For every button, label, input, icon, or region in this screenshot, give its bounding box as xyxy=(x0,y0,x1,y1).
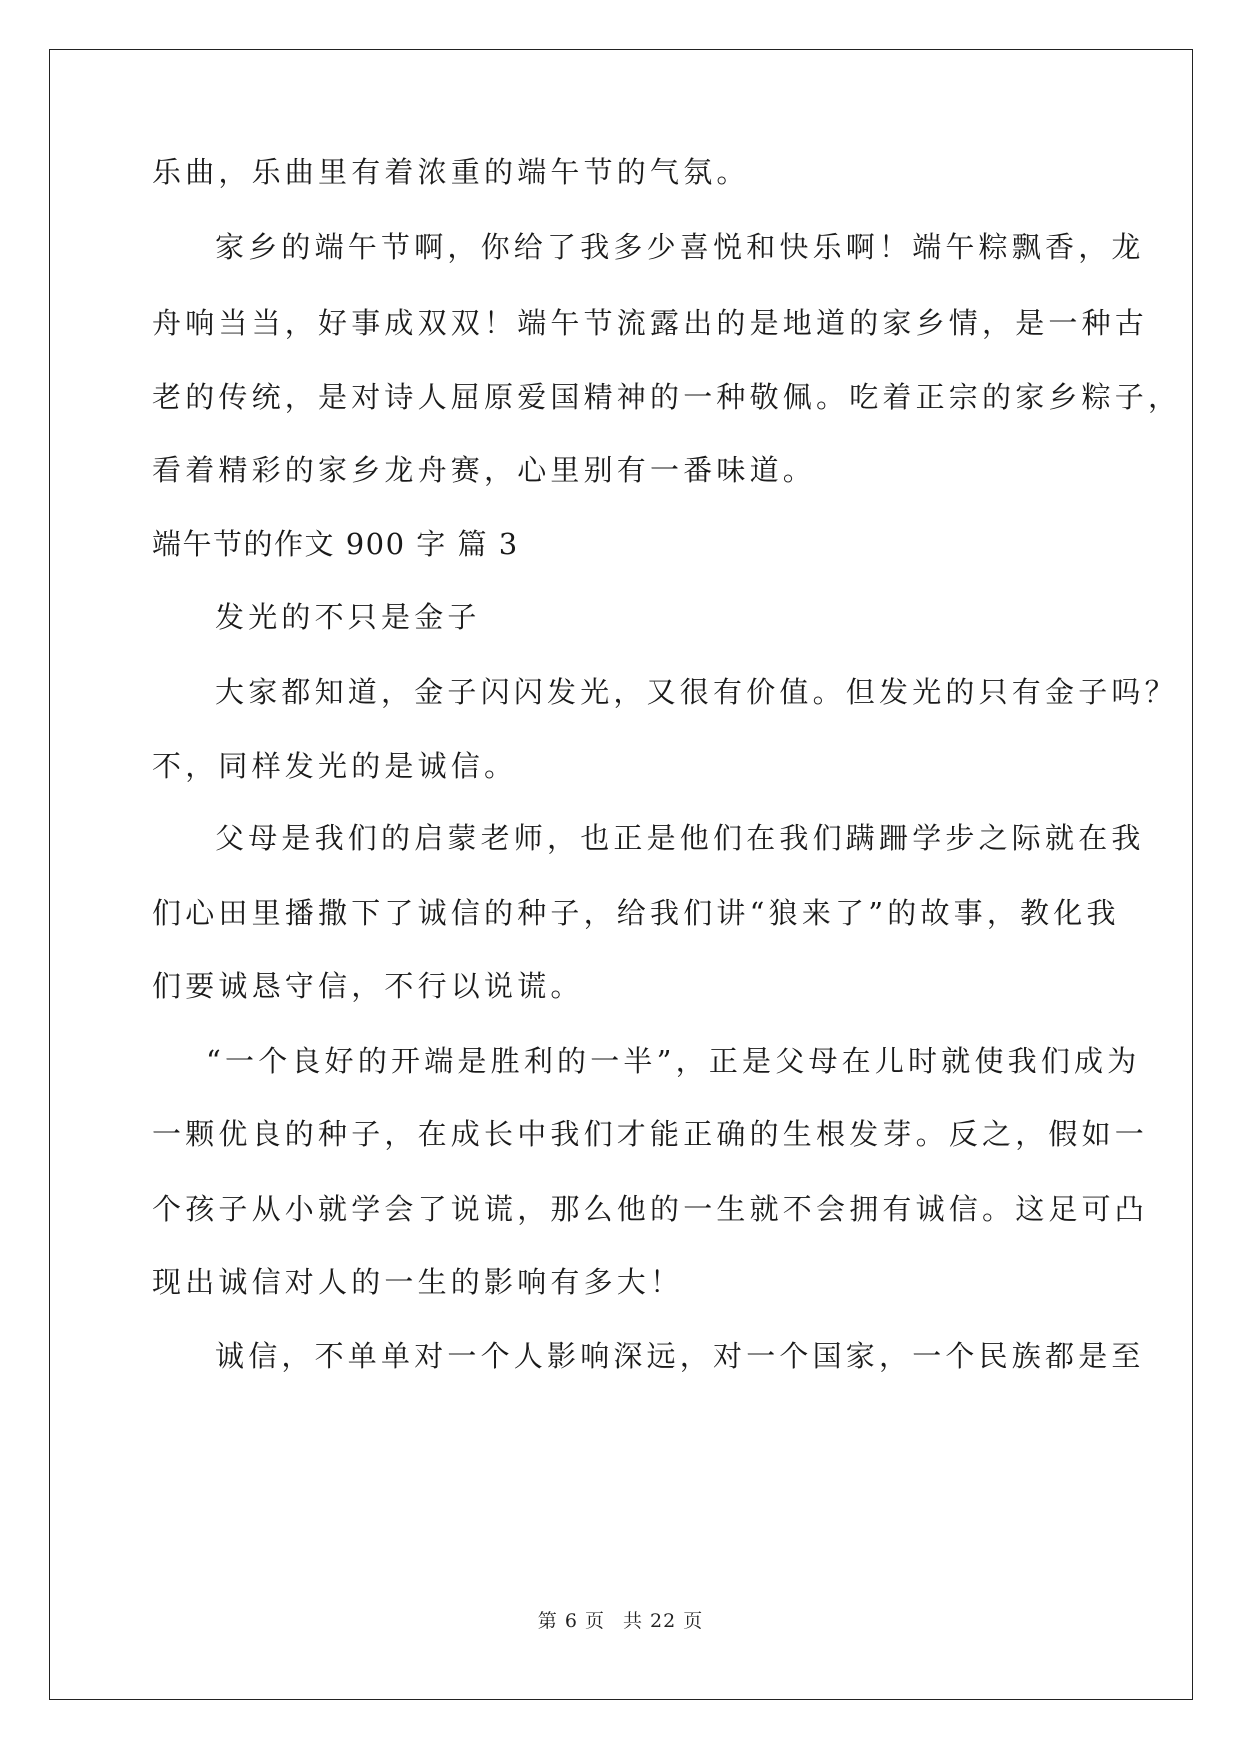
body-line: “一个良好的开端是胜利的一半”，正是父母在儿时就使我们成为 xyxy=(206,1044,1141,1078)
page-footer xyxy=(0,1609,1241,1633)
page-border xyxy=(49,49,1193,1700)
body-line: 个孩子从小就学会了说谎，那么他的一生就不会拥有诚信。这足可凸 xyxy=(152,1192,1149,1226)
body-line: 家乡的端午节啊，你给了我多少喜悦和快乐啊！端午粽飘香，龙 xyxy=(215,230,1145,264)
body-line: 不，同样发光的是诚信。 xyxy=(152,749,518,783)
body-line: 乐曲，乐曲里有着浓重的端午节的气氛。 xyxy=(152,155,750,189)
page-number: 第 6 页 xyxy=(537,1610,605,1632)
body-line: 们要诚恳守信，不行以说谎。 xyxy=(152,969,584,1003)
body-line: 一颗优良的种子，在成长中我们才能正确的生根发芽。反之，假如一 xyxy=(152,1117,1149,1151)
body-line: 大家都知道，金子闪闪发光，又很有价值。但发光的只有金子吗？ xyxy=(215,675,1178,709)
body-line: 父母是我们的启蒙老师，也正是他们在我们蹒跚学步之际就在我 xyxy=(215,821,1145,855)
body-line: 现出诚信对人的一生的影响有多大！ xyxy=(152,1265,684,1299)
body-line: 舟响当当，好事成双双！端午节流露出的是地道的家乡情，是一种古 xyxy=(152,306,1149,340)
essay-title: 发光的不只是金子 xyxy=(215,600,481,634)
body-line: 看着精彩的家乡龙舟赛，心里别有一番味道。 xyxy=(152,453,817,487)
section-heading: 端午节的作文 900 字 篇 3 xyxy=(152,527,519,561)
body-line: 们心田里播撒下了诚信的种子，给我们讲“狼来了”的故事，教化我 xyxy=(152,896,1120,930)
body-line: 诚信，不单单对一个人影响深远，对一个国家，一个民族都是至 xyxy=(215,1339,1145,1373)
page-total: 共 22 页 xyxy=(622,1610,704,1632)
body-line: 老的传统，是对诗人屈原爱国精神的一种敬佩。吃着正宗的家乡粽子， xyxy=(152,380,1182,414)
